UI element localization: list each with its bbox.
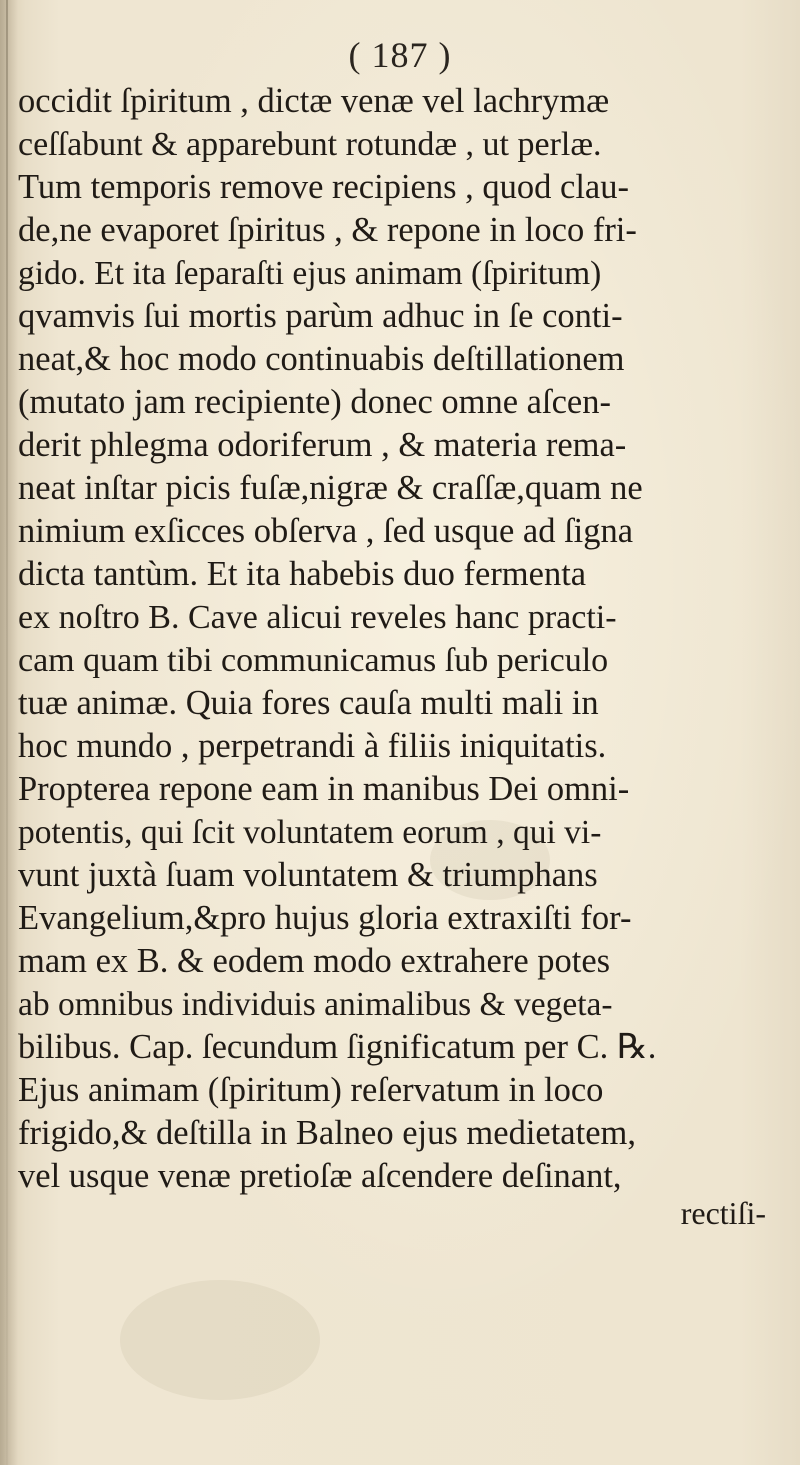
text-line: ceſſabunt & apparebunt rotundæ , ut perlæ. [18,126,602,163]
text-line: derit phlegma odoriferum , & materia rema- [18,426,627,464]
binding-shadow [0,0,18,1465]
text-line: cam quam tibi communicamus ſub periculo [18,642,609,679]
text-line: qvamvis ſui mortis parùm adhuc in ſe conti- [18,297,623,335]
text-line: gido. Et ita ſeparaſti ejus animam (ſpiritum) [18,255,602,292]
gutter-edge [6,0,8,1465]
text-line: neat inſtar picis fuſæ,nigræ & craſſæ,quam ne [18,469,643,507]
text-line: neat,& hoc modo continuabis deſtillationem [18,340,625,378]
text-line: occidit ſpiritum , dictæ venæ vel lachrymæ [18,82,610,120]
text-line: vunt juxtà ſuam voluntatem & triumphans [18,856,598,894]
text-line: Tum temporis remove recipiens , quod clau- [18,168,629,206]
text-line: nimium exſicces obſerva , ſed usque ad ſigna [18,512,634,550]
text-line: potentis, qui ſcit voluntatem eorum , qui vi- [18,814,602,851]
text-line: ab omnibus individuis animalibus & vegeta- [18,986,613,1023]
text-line: frigido,& deſtilla in Balneo ejus medietatem, [18,1114,636,1152]
text-line: ex noſtro B. Cave alicui reveles hanc practi- [18,599,617,636]
text-line: vel usque venæ pretioſæ aſcendere deſinant, [18,1157,622,1195]
catchword: rectiſi- [680,1195,766,1231]
text-line: (mutato jam recipiente) donec omne aſcen- [18,383,611,421]
text-line: de,ne evaporet ſpiritus , & repone in loco fri- [18,211,637,249]
paper-stain [120,1280,320,1400]
text-line: tuæ animæ. Quia fores cauſa multi mali in [18,684,599,722]
page-number: ( 187 ) [348,35,452,75]
text-line: bilibus. Cap. ſecundum ſignificatum per C. ℞. [18,1028,657,1066]
text-line: hoc mundo , perpetrandi à filiis iniquitatis. [18,727,607,765]
body-text [18,80,798,1198]
text-line: Propterea repone eam in manibus Dei omni- [18,770,630,808]
text-line: mam ex B. & eodem modo extrahere potes [18,942,611,980]
text-line: Evangelium,&pro hujus gloria extraxiſti for- [18,899,632,937]
text-line: Ejus animam (ſpiritum) reſervatum in loco [18,1071,604,1109]
text-line: dicta tantùm. Et ita habebis duo fermenta [18,555,587,593]
